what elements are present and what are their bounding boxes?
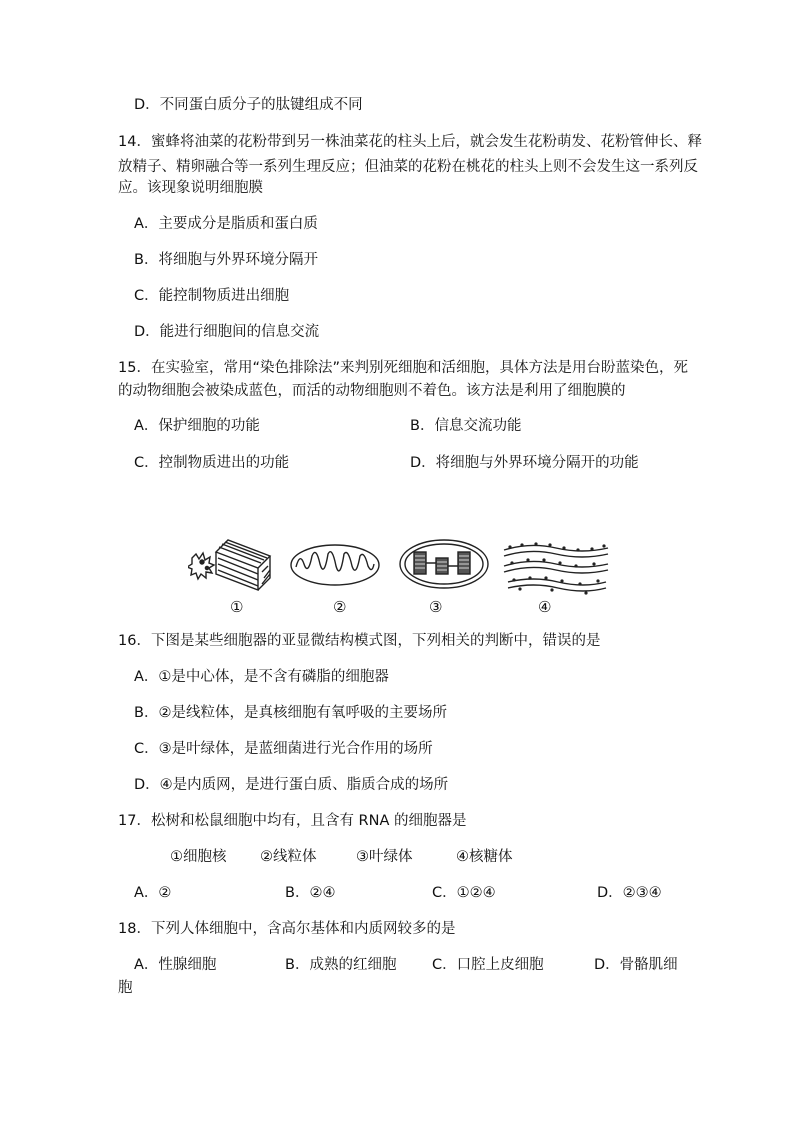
figure-label-3: ③ xyxy=(429,598,443,616)
q18-option-d: D．骨骼肌细 xyxy=(594,957,678,973)
q14-option-d: D．能进行细胞间的信息交流 xyxy=(134,324,320,340)
q14-option-b: B．将细胞与外界环境分隔开 xyxy=(134,252,318,268)
q14-stem-line-1: 14．蜜蜂将油菜的花粉带到另一株油菜花的柱头上后，就会发生花粉萌发、花粉管伸长、释 xyxy=(118,134,702,150)
endoplasmic-reticulum-illustration xyxy=(500,540,612,596)
q14-stem-line-2: 放精子、精卵融合等一系列生理反应；但油菜的花粉在桃花的柱头上则不会发生这一系列反 xyxy=(118,159,698,175)
q18-stem: 18．下列人体细胞中，含高尔基体和内质网较多的是 xyxy=(118,921,456,937)
q14-option-c: C．能控制物质进出细胞 xyxy=(134,288,290,304)
mitochondrion-illustration xyxy=(288,542,382,588)
q15-stem-line-1: 15．在实验室，常用“染色排除法”来判别死细胞和活细胞，具体方法是用台盼蓝染色，死 xyxy=(118,360,688,376)
figure-label-1: ① xyxy=(230,598,244,616)
q16-stem: 16．下图是某些细胞器的亚显微结构模式图，下列相关的判断中，错误的是 xyxy=(118,633,601,649)
q17-option-b: B．②④ xyxy=(285,885,336,901)
figure-label-4: ④ xyxy=(538,598,552,616)
q18-option-d-wrap: 胞 xyxy=(118,980,133,996)
q16-option-c: C．③是叶绿体，是蓝细菌进行光合作用的场所 xyxy=(134,741,433,757)
q17-item-2: ②线粒体 xyxy=(260,849,317,865)
centrosome-illustration xyxy=(188,538,274,594)
q18-option-b: B．成熟的红细胞 xyxy=(285,957,397,973)
q17-item-3: ③叶绿体 xyxy=(356,849,413,865)
q16-option-a: A．①是中心体，是不含有磷脂的细胞器 xyxy=(134,669,389,685)
chloroplast-illustration xyxy=(398,538,490,590)
figure-label-2: ② xyxy=(333,598,347,616)
q17-option-c: C．①②④ xyxy=(432,885,496,901)
q17-item-1: ①细胞核 xyxy=(170,849,227,865)
q15-option-d: D．将细胞与外界环境分隔开的功能 xyxy=(410,455,639,471)
q13-option-d: D．不同蛋白质分子的肽键组成不同 xyxy=(134,97,363,113)
q17-stem: 17．松树和松鼠细胞中均有，且含有 RNA 的细胞器是 xyxy=(118,813,467,829)
q16-option-b: B．②是线粒体，是真核细胞有氧呼吸的主要场所 xyxy=(134,705,447,721)
q17-option-a: A．② xyxy=(134,885,172,901)
q17-option-d: D．②③④ xyxy=(597,885,662,901)
q17-item-4: ④核糖体 xyxy=(456,849,513,865)
q16-option-d: D．④是内质网，是进行蛋白质、脂质合成的场所 xyxy=(134,777,449,793)
q18-option-a: A．性腺细胞 xyxy=(134,957,217,973)
q15-option-b: B．信息交流功能 xyxy=(410,418,522,434)
q14-stem-line-3: 应。该现象说明细胞膜 xyxy=(118,180,263,196)
q14-option-a: A．主要成分是脂质和蛋白质 xyxy=(134,216,318,232)
q18-option-c: C．口腔上皮细胞 xyxy=(432,957,544,973)
q15-stem-line-2: 的动物细胞会被染成蓝色，而活的动物细胞则不着色。该方法是利用了细胞膜的 xyxy=(118,383,626,399)
q15-option-c: C．控制物质进出的功能 xyxy=(134,455,290,471)
q15-option-a: A．保护细胞的功能 xyxy=(134,418,260,434)
